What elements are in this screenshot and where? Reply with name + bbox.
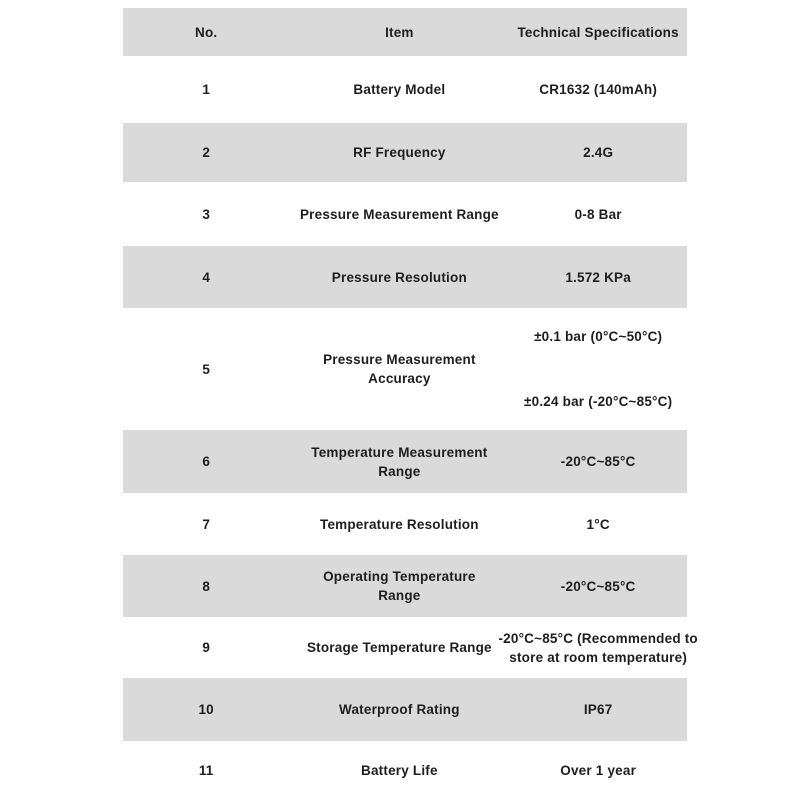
row-item: Pressure Resolution <box>331 269 467 285</box>
technical-specifications-table <box>123 8 698 800</box>
row-item: Temperature Resolution <box>320 516 479 532</box>
row-number: 2 <box>202 145 211 160</box>
row-number: 3 <box>202 206 211 222</box>
row-spec: ±0.1 bar (0°C~50°C) ±0.24 bar (-20°C~85°C) <box>524 329 673 409</box>
row-spec: IP67 <box>583 702 613 717</box>
row-spec: -20°C~85°C <box>560 454 636 469</box>
row-item: Battery Life <box>361 763 438 778</box>
table-row <box>123 555 687 617</box>
row-number: 10 <box>198 702 214 717</box>
table-row <box>123 493 687 555</box>
row-spec: -20°C~85°C <box>560 578 636 594</box>
table-row <box>123 430 687 493</box>
column-header-specifications: Technical Specifications <box>517 24 679 40</box>
table-row <box>123 617 698 678</box>
row-spec: 0-8 Bar <box>574 206 622 222</box>
table-row <box>123 182 687 246</box>
row-item: Storage Temperature Range <box>306 640 492 655</box>
row-spec: -20°C~85°C (Recommended to store at room temperature) <box>498 630 698 665</box>
table-row <box>123 246 687 308</box>
row-item: RF Frequency <box>353 145 446 160</box>
column-header-no: No. <box>195 24 218 40</box>
row-number: 4 <box>202 269 211 285</box>
table-row <box>123 308 687 430</box>
row-spec: 1.572 KPa <box>565 269 631 285</box>
row-spec: CR1632 (140mAh) <box>539 82 658 97</box>
row-item: Pressure Measurement Range <box>299 206 499 222</box>
row-item: Operating Temperature Range <box>323 569 476 603</box>
row-item: Pressure Measurement Accuracy <box>323 352 476 386</box>
row-number: 11 <box>198 763 214 778</box>
column-header-item: Item <box>385 24 414 40</box>
row-spec: 1°C <box>586 516 610 532</box>
row-number: 9 <box>202 640 211 655</box>
row-number: 5 <box>202 361 211 377</box>
row-spec: Over 1 year <box>560 763 637 778</box>
row-spec: 2.4G <box>583 145 614 160</box>
table-row <box>123 678 687 741</box>
row-number: 8 <box>202 578 211 594</box>
row-number: 6 <box>202 454 211 469</box>
row-item: Temperature Measurement Range <box>311 444 488 479</box>
row-item: Waterproof Rating <box>339 702 460 717</box>
row-item: Battery Model <box>353 82 446 97</box>
table-row <box>123 56 687 123</box>
table-row <box>123 741 687 800</box>
row-number: 1 <box>202 82 211 97</box>
row-number: 7 <box>202 516 211 532</box>
table-row <box>123 123 687 182</box>
table-header-row <box>123 8 687 56</box>
